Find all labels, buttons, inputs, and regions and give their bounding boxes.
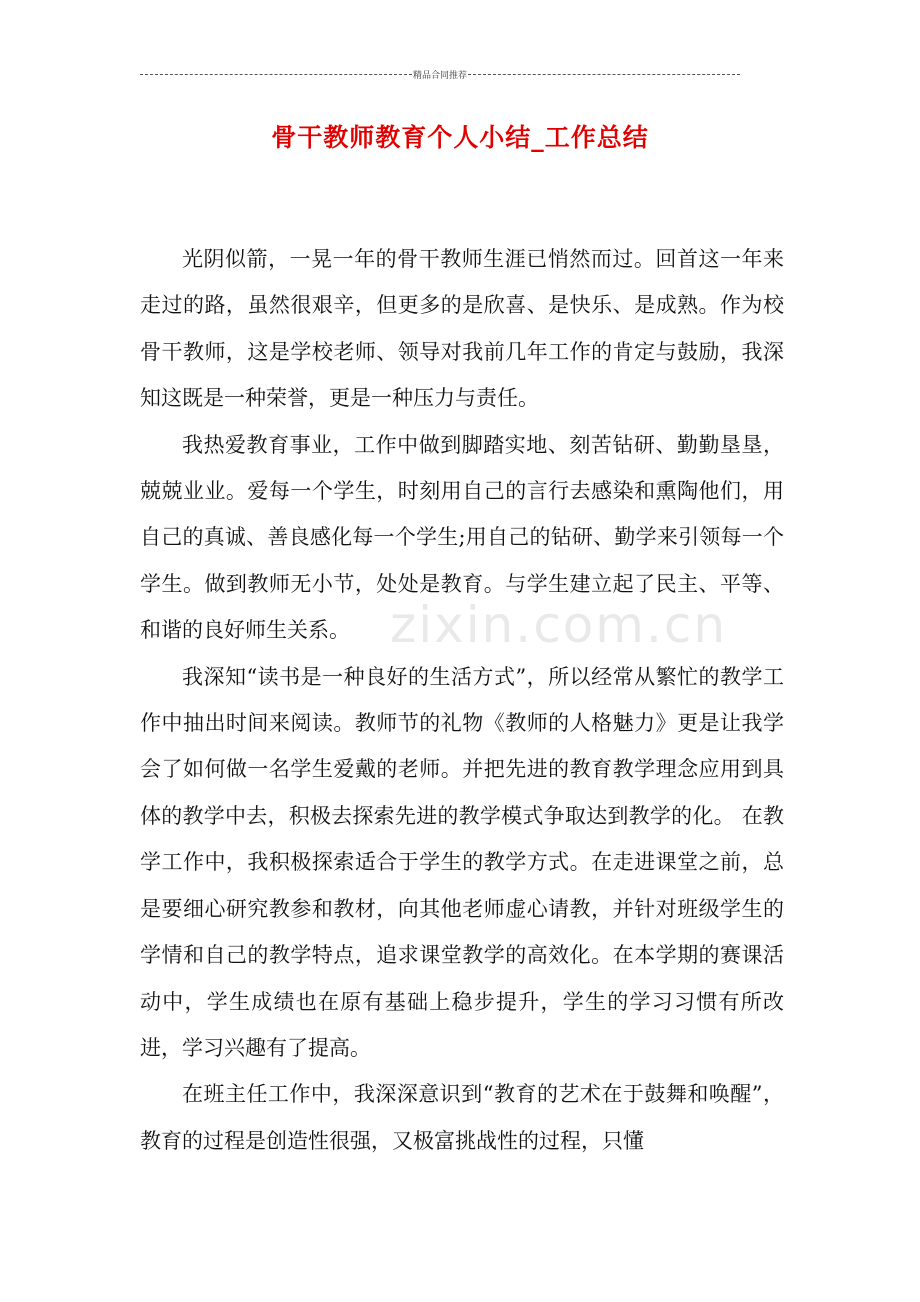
paragraph-1: 光阴似箭，一晃一年的骨干教师生涯已悄然而过。回首这一年来走过的路，虽然很艰辛，但更多的是欣喜、是快乐、是成熟。作为校骨干教师，这是学校老师、领导对我前几年工作的肯定与鼓励，我深知这既是一种荣誉，更是一种压力与责任。 bbox=[140, 247, 784, 411]
header-rule bbox=[140, 66, 740, 82]
document-body bbox=[140, 236, 784, 1164]
header-dash-left bbox=[140, 74, 412, 75]
document-title: 骨干教师教育个人小结_工作总结 bbox=[271, 123, 649, 152]
paragraph-2: 我热爱教育事业，工作中做到脚踏实地、刻苦钻研、勤勤垦垦，兢兢业业。爱每一个学生，时刻用自己的言行去感染和熏陶他们，用自己的真诚、善良感化每一个学生;用自己的钻研、勤学来引领每一个学生。做到教师无小节，处处是教育。与学生建立起了民主、平等、和谐的良好师生关系。 bbox=[140, 432, 784, 643]
header-label: 精品合同推荐 bbox=[413, 70, 468, 81]
header-dash-right bbox=[468, 74, 740, 75]
watermark: zixin.com.cn bbox=[390, 596, 728, 654]
paragraph-3: 我深知“读书是一种良好的生活方式”，所以经常从繁忙的教学工作中抽出时间来阅读。教师节的礼物《教师的人格魅力》更是让我学会了如何做一名学生爱戴的老师。并把先进的教育教学理念应用到具体的教学中去，积极去探索先进的教学模式争取达到教学的化。 在教学工作中，我积极探索适合于学生的教学方式。在走进课堂之前，总是要细心研究教参和教材，向其他老师虚心请教，并针对班级学生的学情和自己的教学特点，追求课堂教学的高效化。在本学期的赛课活动中，学生成绩也在原有基础上稳步提升，学生的学习习惯有所改进，学习兴趣有了提高。 bbox=[140, 664, 784, 1060]
paragraph-4: 在班主任工作中，我深深意识到“教育的艺术在于鼓舞和唤醒”，教育的过程是创造性很强，又极富挑战性的过程，只懂 bbox=[140, 1082, 784, 1153]
